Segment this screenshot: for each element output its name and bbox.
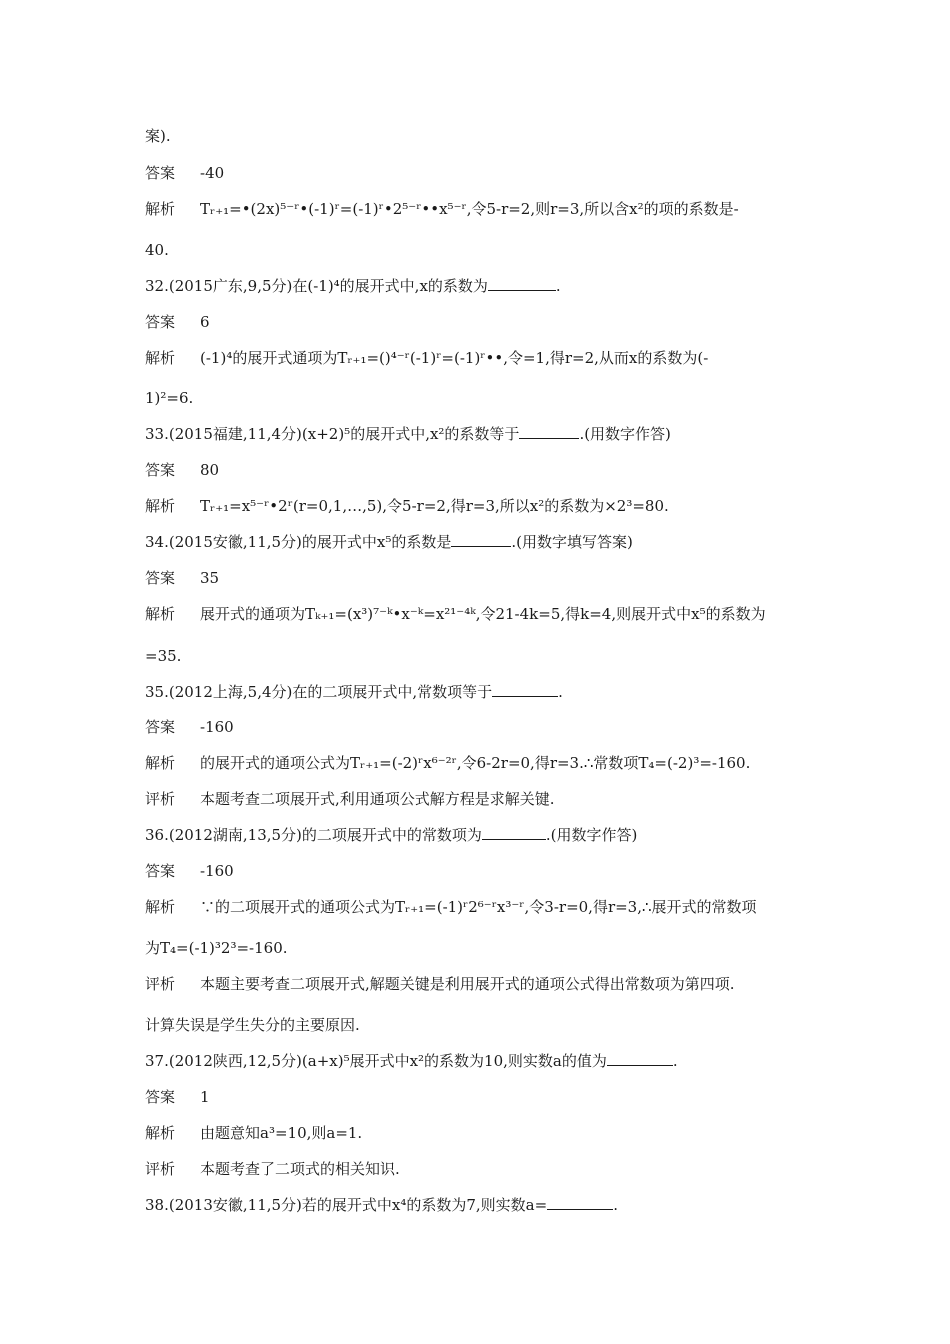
answer-line	[145, 717, 825, 737]
answer-tag: 答案	[145, 1088, 176, 1106]
analysis-tag: 解析	[145, 898, 176, 916]
line-text: 计算失误是学生失分的主要原因.	[145, 1016, 360, 1034]
answer-tag: 答案	[145, 718, 176, 736]
analysis-text: 的展开式的通项公式为Tᵣ₊₁=(-2)ʳx⁶⁻²ʳ,令6-2r=0,得r=3.∴常数项T₄=(-2)³=-160.	[200, 754, 751, 772]
analysis-tag: 解析	[145, 497, 176, 515]
answer-tag: 答案	[145, 862, 176, 880]
text-line	[145, 938, 825, 958]
line-text: =35.	[145, 647, 182, 665]
answer-tag: 答案	[145, 569, 176, 587]
line-text: 案).	[145, 127, 171, 145]
analysis-text: (-1)⁴的展开式通项为Tᵣ₊₁=()⁴⁻ʳ(-1)ʳ=(-1)ʳ••,令=1,得r=2,从而x的系数为(-	[200, 349, 709, 367]
answer-blank	[488, 276, 556, 291]
text-line	[145, 240, 825, 260]
question-tail: .(用数字填写答案)	[511, 533, 633, 551]
analysis-tag: 解析	[145, 200, 176, 218]
answer-value: 6	[200, 313, 210, 331]
answer-line	[145, 460, 825, 480]
analysis-line	[145, 348, 825, 368]
analysis-tag: 解析	[145, 1124, 176, 1142]
answer-blank	[492, 682, 558, 697]
answer-value: 35	[200, 569, 220, 587]
line-text: 为T₄=(-1)³2³=-160.	[145, 939, 288, 957]
question-text: 37.(2012陕西,12,5分)(a+x)⁵展开式中x²的系数为10,则实数a的值为	[145, 1052, 607, 1070]
analysis-text: 展开式的通项为Tₖ₊₁=(x³)⁷⁻ᵏ•x⁻ᵏ=x²¹⁻⁴ᵏ,令21-4k=5,得k=4,则展开式中x⁵的系数为	[200, 605, 766, 623]
answer-value: -160	[200, 862, 234, 880]
answer-line	[145, 312, 825, 332]
answer-tag: 答案	[145, 461, 176, 479]
question-33	[145, 424, 825, 444]
analysis-line	[145, 1123, 825, 1143]
line-text: 1)²=6.	[145, 389, 194, 407]
answer-blank	[519, 424, 579, 439]
question-text: 36.(2012湖南,13,5分)的二项展开式中的常数项为	[145, 826, 482, 844]
comment-text: 本题考查了二项式的相关知识.	[200, 1160, 400, 1178]
answer-value: -160	[200, 718, 234, 736]
comment-tag: 评析	[145, 975, 176, 993]
answer-line	[145, 1087, 825, 1107]
answer-line	[145, 568, 825, 588]
analysis-line	[145, 199, 825, 219]
question-tail: .(用数字作答)	[545, 826, 638, 844]
text-line	[145, 388, 825, 408]
analysis-text: 由题意知a³=10,则a=1.	[200, 1124, 363, 1142]
answer-value: -40	[200, 164, 225, 182]
answer-line	[145, 861, 825, 881]
analysis-text: Tᵣ₊₁=x⁵⁻ʳ•2ʳ(r=0,1,…,5),令5-r=2,得r=3,所以x²的系数为×2³=80.	[200, 497, 669, 515]
answer-tag: 答案	[145, 313, 176, 331]
question-text: 33.(2015福建,11,4分)(x+2)⁵的展开式中,x²的系数等于	[145, 425, 520, 443]
question-tail: .	[555, 277, 561, 295]
comment-line	[145, 789, 825, 809]
question-text: 38.(2013安徽,11,5分)若的展开式中x⁴的系数为7,则实数a=	[145, 1196, 548, 1214]
text-line	[145, 646, 825, 666]
question-text: 35.(2012上海,5,4分)在的二项展开式中,常数项等于	[145, 683, 493, 701]
question-32	[145, 276, 825, 296]
answer-blank	[547, 1195, 613, 1210]
question-38	[145, 1195, 825, 1215]
analysis-line	[145, 753, 825, 773]
answer-blank	[607, 1051, 673, 1066]
analysis-text: ∵的二项展开式的通项公式为Tᵣ₊₁=(-1)ʳ2⁶⁻ʳx³⁻ʳ,令3-r=0,得r=3,∴展开式的常数项	[200, 898, 757, 916]
comment-tag: 评析	[145, 790, 176, 808]
comment-text: 本题主要考查二项展开式,解题关键是利用展开式的通项公式得出常数项为第四项.	[200, 975, 735, 993]
answer-tag: 答案	[145, 164, 176, 182]
analysis-tag: 解析	[145, 605, 176, 623]
question-text: 34.(2015安徽,11,5分)的展开式中x⁵的系数是	[145, 533, 452, 551]
line-text: 40.	[145, 241, 169, 259]
text-line	[145, 1015, 825, 1035]
question-35	[145, 682, 825, 702]
comment-line	[145, 974, 825, 994]
answer-line	[145, 163, 825, 183]
analysis-line	[145, 604, 825, 624]
analysis-tag: 解析	[145, 754, 176, 772]
analysis-line	[145, 897, 825, 917]
answer-blank	[451, 532, 511, 547]
comment-text: 本题考查二项展开式,利用通项公式解方程是求解关键.	[200, 790, 555, 808]
question-tail: .	[672, 1052, 678, 1070]
question-36	[145, 825, 825, 845]
question-37	[145, 1051, 825, 1071]
text-line	[145, 126, 825, 146]
answer-value: 80	[200, 461, 220, 479]
question-tail: .	[613, 1196, 618, 1214]
question-tail: .(用数字作答)	[579, 425, 671, 443]
question-tail: .	[558, 683, 563, 701]
analysis-text: Tᵣ₊₁=•(2x)⁵⁻ʳ•(-1)ʳ=(-1)ʳ•2⁵⁻ʳ••x⁵⁻ʳ,令5-r=2,则r=3,所以含x²的项的系数是-	[200, 200, 739, 218]
analysis-tag: 解析	[145, 349, 176, 367]
question-text: 32.(2015广东,9,5分)在(-1)⁴的展开式中,x的系数为	[145, 277, 488, 295]
comment-tag: 评析	[145, 1160, 176, 1178]
analysis-line	[145, 496, 825, 516]
answer-value: 1	[200, 1088, 210, 1106]
answer-blank	[482, 825, 546, 840]
comment-line	[145, 1159, 825, 1179]
question-34	[145, 532, 825, 552]
